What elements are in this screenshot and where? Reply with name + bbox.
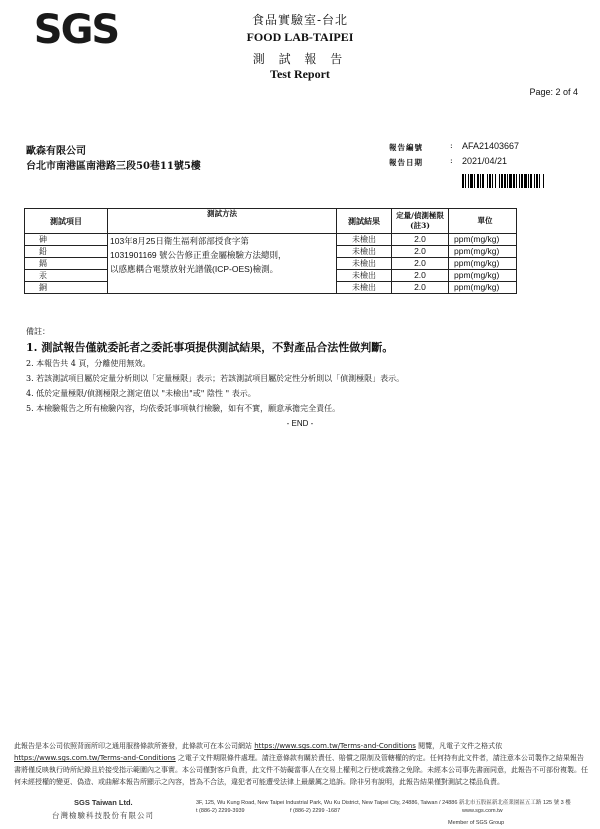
cell-test-result: 未檢出: [337, 258, 392, 270]
barcode-bar: [528, 174, 529, 188]
client-address: 台北市南港區南港路三段50巷11號5樓: [26, 161, 201, 172]
report-date-value: 2021/04/21: [462, 156, 508, 166]
company-member: Member of SGS Group: [448, 820, 505, 826]
barcode-bar: [480, 174, 481, 188]
cell-limit: 2.0: [392, 258, 449, 270]
terms-link[interactable]: https://www.sgs.com.tw/Terms-and-Conditions: [254, 742, 416, 750]
report-date-colon: :: [450, 156, 453, 165]
cell-test-result: 未檢出: [337, 270, 392, 282]
barcode-bar: [462, 174, 464, 188]
barcode-image: [462, 174, 578, 188]
table-header-row: [25, 209, 517, 234]
cell-test-item: 鉛: [25, 246, 108, 258]
cell-limit: 2.0: [392, 270, 449, 282]
footer-disclaimer: [14, 740, 588, 788]
header-unit: 單位: [449, 209, 517, 234]
cell-unit: ppm(mg/kg): [449, 234, 517, 246]
cell-test-item: 汞: [25, 270, 108, 282]
barcode-bar: [507, 174, 508, 188]
cell-test-result: 未檢出: [337, 282, 392, 294]
note-item: 1. 測試報告僅就委託者之委託事項提供測試結果，不對產品合法性做判斷。: [26, 341, 394, 354]
report-number-label: 報告編號: [389, 143, 423, 152]
barcode-bar: [524, 174, 527, 188]
barcode-bar: [543, 174, 544, 188]
end-marker: - END -: [286, 419, 314, 428]
header-test-method: 測試方法: [108, 209, 337, 234]
lab-title-en: FOOD LAB-TAIPEI: [246, 30, 354, 44]
barcode-bar: [465, 174, 466, 188]
note-item: 5. 本檢驗報告之所有檢驗內容，均依委託事項執行檢驗，如有不實，願意承擔完全責任。: [26, 404, 341, 413]
header-test-item: 測試項目: [25, 209, 108, 234]
barcode-bar: [539, 174, 540, 188]
barcode-bar: [492, 174, 493, 188]
report-number-value: AFA21403667: [462, 141, 520, 151]
note-item: 3. 若該測試項目屬於定量分析則以「定量極限」表示；若該測試項目屬於定性分析則以「偵測極限」表示。: [26, 374, 405, 383]
header-limit: 定量/偵測極限(註3): [392, 209, 449, 234]
barcode-bar: [521, 174, 523, 188]
cell-test-result: 未檢出: [337, 246, 392, 258]
barcode-bar: [513, 174, 515, 188]
barcode-bar: [468, 174, 469, 188]
method-line: 103年8月25日衛生福利部部授食字第: [110, 236, 249, 246]
cell-test-method: [108, 234, 337, 294]
cell-limit: 2.0: [392, 246, 449, 258]
company-address: 3F, 125, Wu Kung Road, New Taipei Industrial Park, Wu Ku District, New Taipei City, 24886, Taiwan / 24886 新北市五股區新北產業園區五工路 125 號 3 樓: [196, 800, 571, 806]
method-line: 1031901169 號公告修正重金屬檢驗方法總則，: [110, 250, 287, 260]
barcode-bar: [489, 174, 491, 188]
cell-test-item: 砷: [25, 234, 108, 246]
header-test-result: 測試結果: [337, 209, 392, 234]
disclaimer-text: 之電子文件期限條件處理。請注意條款有關於責任、賠償之限制及管轄權的約定。任何持有此文件者，請注意本公司製作之結果報告書將僅反映執行時所紀錄且於接受指示範圍內之事實。本公司僅對客戶負責，此文件不妨礙當事人在交易上權利之行使或義務之免除。未經本公司事先書面同意，此報告不可部份複製。任何未經授權的變更、偽造、或曲解本報告所顯示之內容，皆為不合法，違犯者可能遭受法律上最嚴厲之追訴。除非另有說明，此報告結果僅對測試之樣品負責。: [14, 754, 588, 786]
cell-test-item: 鎘: [25, 258, 108, 270]
barcode-bar: [536, 174, 538, 188]
company-name-en: SGS Taiwan Ltd.: [74, 798, 133, 807]
report-number-colon: :: [450, 141, 453, 150]
cell-limit: 2.0: [392, 282, 449, 294]
client-name: 歐森有限公司: [26, 146, 86, 157]
cell-test-item: 銅: [25, 282, 108, 294]
company-phone: t (886-2) 2299-3939: [196, 808, 245, 814]
cell-test-result: 未檢出: [337, 234, 392, 246]
report-title-zh: 測 試 報 告: [252, 52, 348, 66]
note-item: 4. 低於定量極限/偵測極限之測定值以 "未檢出"或" 陰性 " 表示。: [26, 389, 256, 398]
cell-unit: ppm(mg/kg): [449, 270, 517, 282]
disclaimer-text: 閱覽，凡電子文件之格式依: [415, 742, 503, 750]
cell-unit: ppm(mg/kg): [449, 246, 517, 258]
barcode-bar: [509, 174, 512, 188]
table-row: [25, 234, 517, 246]
disclaimer-text: 此報告是本公司依照背面所印之通用服務條款所簽發，此條款可在本公司網站: [14, 742, 255, 750]
barcode-bar: [495, 174, 496, 188]
barcode-bar: [501, 174, 503, 188]
company-fax: f (886-2) 2299 -1687: [290, 808, 341, 814]
barcode-bar: [516, 174, 517, 188]
results-table: [24, 208, 517, 294]
barcode-bar: [482, 174, 484, 188]
note-item: 2. 本報告共 4 頁，分離使用無效。: [26, 359, 151, 368]
terms-link[interactable]: https://www.sgs.com.tw/Terms-and-Conditions: [14, 754, 176, 762]
report-title-en: Test Report: [270, 67, 330, 81]
barcode-bar: [534, 174, 535, 188]
company-website: www.sgs.com.tw: [462, 808, 503, 814]
report-date-label: 報告日期: [389, 158, 423, 167]
barcode-bar: [487, 174, 488, 188]
barcode-bar: [519, 174, 520, 188]
barcode-bar: [504, 174, 506, 188]
page-number: Page: 2 of 4: [529, 87, 578, 97]
notes-title: 備註：: [26, 327, 50, 336]
method-line: 以感應耦合電漿放射光譜儀(ICP-OES)檢測。: [110, 264, 279, 274]
cell-unit: ppm(mg/kg): [449, 258, 517, 270]
barcode-bar: [470, 174, 473, 188]
barcode-bar: [474, 174, 475, 188]
cell-unit: ppm(mg/kg): [449, 282, 517, 294]
company-name-zh: 台灣檢驗科技股份有限公司: [52, 811, 154, 820]
lab-title-zh: 食品實驗室-台北: [251, 13, 349, 27]
barcode-bar: [499, 174, 500, 188]
sgs-logo-text: SGS: [33, 7, 119, 53]
sgs-logo: [28, 8, 124, 52]
barcode-bar: [530, 174, 532, 188]
barcode-bar: [477, 174, 479, 188]
cell-limit: 2.0: [392, 234, 449, 246]
